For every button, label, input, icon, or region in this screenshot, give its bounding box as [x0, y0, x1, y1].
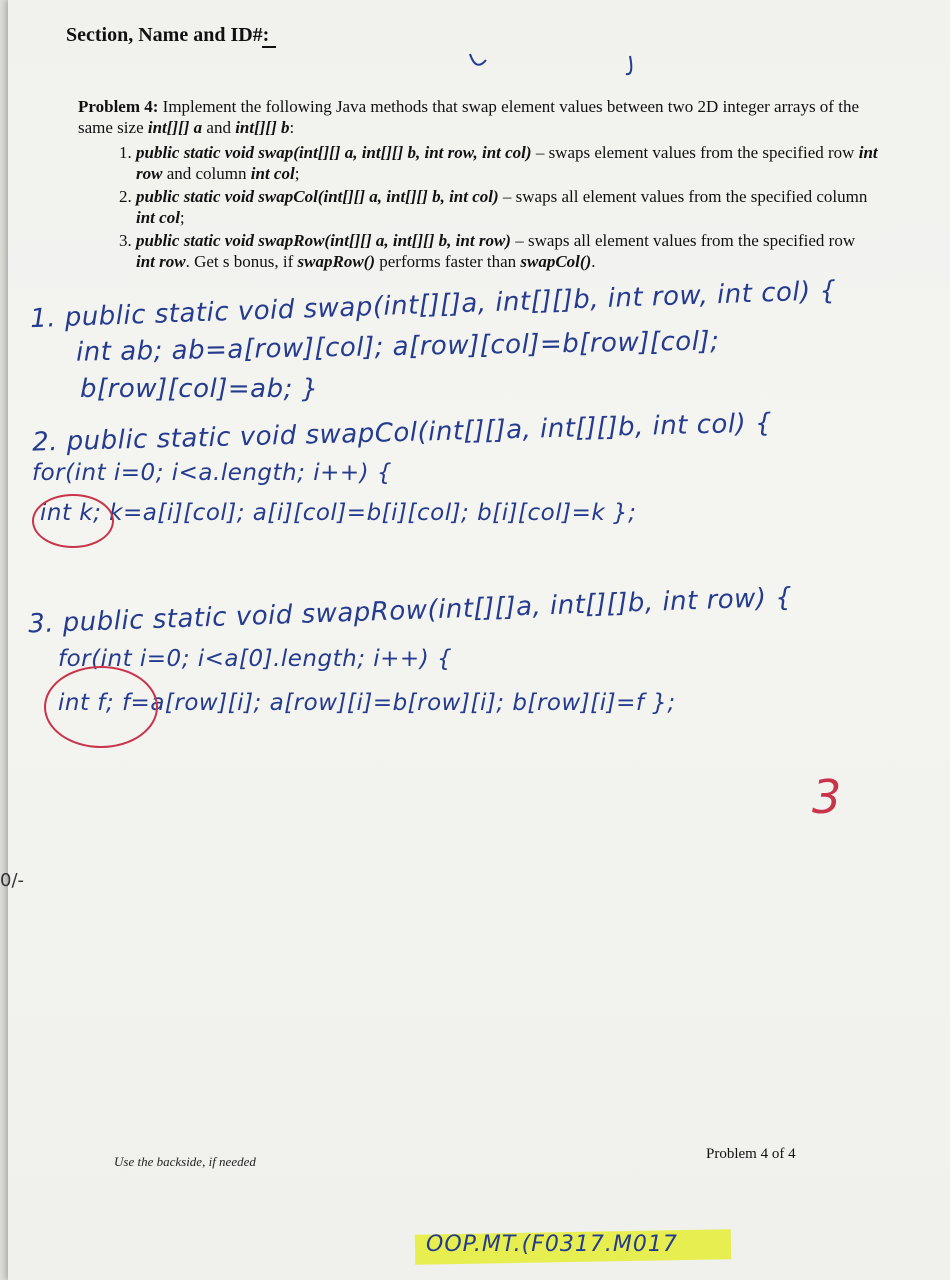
method-list — [78, 142, 878, 272]
swaprow-signature: public static void swapRow(int[][] a, int[][] b, int row) — [136, 231, 511, 250]
name-input-line — [262, 46, 276, 48]
answer-line-8: for(int i=0; i<a[0].length; i++) { — [58, 646, 453, 672]
swapcol-desc-2: ; — [179, 208, 185, 227]
swapcol-signature: public static void swapCol(int[][] a, int[][] b, int col) — [136, 187, 499, 206]
method-item-swapcol — [136, 186, 878, 228]
swap-em-2: int col — [250, 164, 295, 183]
footer-backside-note: Use the backside, if needed — [114, 1154, 256, 1169]
method-item-swap — [136, 142, 878, 184]
red-circle-mark — [44, 666, 158, 748]
swaprow-em-3: swapCol() — [520, 252, 592, 271]
section-name-id-label: Section, Name and ID#: — [66, 24, 270, 46]
footer-page-number: Problem 4 of 4 — [706, 1146, 796, 1162]
red-circle-mark — [32, 494, 114, 548]
swaprow-desc-1: – swaps all element values from the specified row — [510, 231, 856, 250]
intro-colon: : — [289, 118, 295, 137]
swaprow-em-1: int row — [136, 252, 186, 271]
swap-desc-2: and column — [162, 164, 251, 183]
intro-and: and — [202, 118, 236, 137]
bottom-handwritten-code: OOP.MT.(F0317.M017 — [426, 1232, 678, 1257]
swap-desc-3: ; — [294, 164, 300, 183]
swap-signature: public static void swap(int[][] a, int[][] b, int row, int col) — [136, 143, 532, 162]
swaprow-desc-3: performs faster than — [375, 252, 521, 271]
top-scribble-marks — [440, 50, 660, 80]
answer-line-2: int ab; ab=a[row][col]; a[row][col]=b[row][col]; — [75, 326, 720, 368]
swap-em-1: int row — [136, 143, 878, 183]
swapcol-em-1: int col — [136, 208, 180, 227]
grade-mark: 3 — [812, 770, 842, 824]
answer-line-3: b[row][col]=ab; } — [80, 374, 319, 404]
swaprow-desc-4: . — [591, 252, 596, 271]
swaprow-em-2: swapRow() — [297, 252, 375, 271]
answer-line-7: 3. public static void swapRow(int[][]a, int[][]b, int row) { — [27, 582, 793, 640]
method-item-swaprow — [136, 230, 878, 272]
answer-line-1: 1. public static void swap(int[][]a, int[][]b, int row, int col) { — [29, 275, 838, 335]
array-b-type: int[][] b — [235, 118, 290, 137]
swaprow-desc-2: . Get s bonus, if — [185, 252, 298, 271]
side-margin-mark: 0/- — [0, 870, 25, 891]
swap-desc-1: – swaps element values from the specified row — [531, 143, 859, 162]
answer-line-5: for(int i=0; i<a.length; i++) { — [32, 460, 393, 486]
answer-line-6: int k; k=a[i][col]; a[i][col]=b[i][col]; b[i][col]=k }; — [40, 500, 637, 526]
answer-line-4: 2. public static void swapCol(int[][]a, int[][]b, int col) { — [31, 408, 773, 458]
problem-intro: Implement the following Java methods that swap element values between two 2D integer arrays of the same size — [78, 97, 859, 137]
problem-statement — [78, 96, 878, 274]
swapcol-desc-1: – swaps all element values from the specified column — [498, 187, 868, 206]
array-a-type: int[][] a — [147, 118, 203, 137]
answer-line-9: int f; f=a[row][i]; a[row][i]=b[row][i]; b[row][i]=f }; — [58, 690, 676, 716]
problem-heading: Problem 4: — [78, 97, 159, 116]
